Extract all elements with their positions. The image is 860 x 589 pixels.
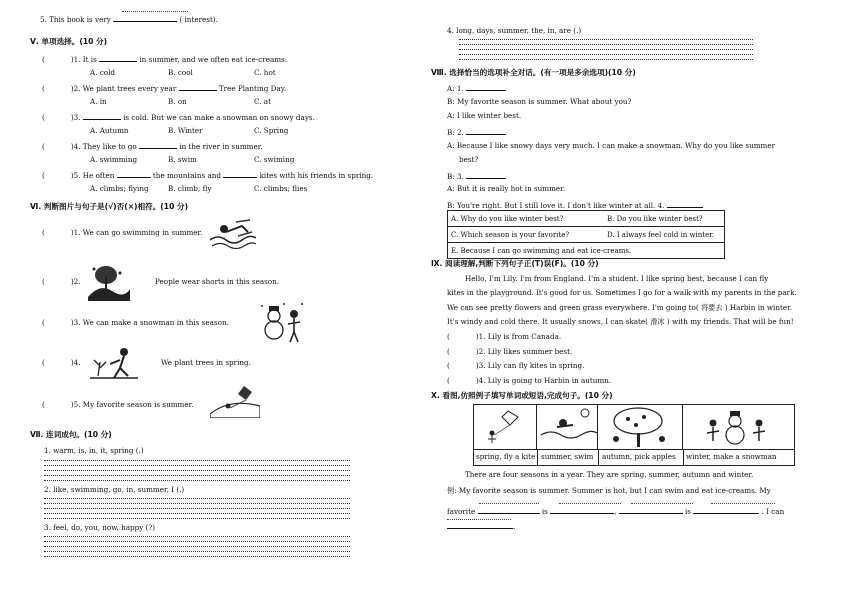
option-a[interactable]: A. in: [90, 97, 107, 106]
dialogue-line: A: Because I like snowy days very much. I can make a snowman. Why do you like summer: [447, 141, 776, 150]
dialogue-line: B: 2.: [447, 126, 506, 137]
autumn-tree-picture: [86, 263, 130, 301]
word-order-1: 1. warm, is, in, it, spring (.): [44, 446, 144, 455]
option-b[interactable]: B. swim: [168, 155, 197, 164]
mc-question-1: ( )1. It is in summer, and we often eat ice-creams.: [42, 55, 288, 64]
caption-spring: spring, fly a kite: [476, 452, 536, 461]
answer-blank[interactable]: [466, 126, 506, 135]
answer-blank[interactable]: [466, 82, 506, 91]
judge-item-4-text: We plant trees in spring.: [161, 358, 251, 367]
answer-blank[interactable]: [550, 505, 614, 514]
answer-blank[interactable]: [466, 170, 506, 179]
mc-question-3: ( )3. is cold. But we can make a snowman on snowy days.: [42, 113, 315, 122]
fill-sentence-continuation: .: [447, 520, 515, 531]
section-7-title: Ⅶ. 连词成句。(10 分): [30, 430, 112, 439]
section-8-title: Ⅷ. 选择恰当的选项补全对话。(有一项是多余选项)(10 分): [431, 68, 636, 77]
snowman-picture: [258, 300, 306, 346]
tf-item-3: ( )3. Lily can fly kites in spring.: [447, 361, 585, 370]
judge-item-2-text: People wear shorts in this season.: [155, 277, 280, 286]
word-order-2: 2. like, swimming, go, in, summer, I (.): [44, 485, 185, 494]
option-b: B. Do you like winter best?: [604, 211, 725, 227]
tf-item-1: ( )1. Lily is from Canada.: [447, 332, 562, 341]
answer-blank[interactable]: [113, 13, 177, 22]
judge-item-4: ( )4.: [42, 358, 81, 367]
dialogue-line: B: My favorite season is summer. What about you?: [447, 97, 632, 106]
passage-line: kites in the playground. It's good for us. Sometimes I go for a walk with my parents in the park.: [447, 288, 797, 297]
mc-question-2: ( )2. We plant trees every year Tree Planting Day.: [42, 84, 287, 93]
swimming-picture: [208, 218, 256, 250]
question-5-fill: [40, 13, 218, 24]
mc-options-3: [90, 126, 288, 135]
answer-blank[interactable]: [83, 111, 121, 120]
option-c: C. Which season is your favorite?: [448, 227, 605, 243]
spring-picture: [474, 405, 537, 449]
answer-blank[interactable]: [99, 53, 137, 62]
option-a[interactable]: A. climbs; flying: [90, 184, 149, 193]
dialogue-line: best?: [459, 155, 479, 164]
answer-blank[interactable]: [667, 199, 703, 208]
answer-blank[interactable]: [619, 505, 683, 514]
dotted-answer-line[interactable]: [447, 497, 775, 506]
option-a[interactable]: A. swimming: [90, 155, 138, 164]
mc-options-1: [90, 68, 276, 77]
passage-line: It's windy and cold there. It usually snows, I can skate( 滑冰 ) with my friends. That will be fun!: [447, 317, 794, 326]
winter-picture: [683, 405, 793, 449]
option-c[interactable]: C. climbs; flies: [254, 184, 308, 193]
option-a[interactable]: A. Autumn: [90, 126, 129, 135]
summer-picture: [537, 405, 598, 449]
mc-options-4: [90, 155, 294, 164]
answer-blank[interactable]: [179, 82, 217, 91]
word-order-3: 3. feel, do, you, now, happy (?): [44, 523, 156, 532]
section-10-title: Ⅹ. 看图,仿照例子填写单词或短语,完成句子。(10 分): [431, 391, 613, 400]
question-hint: ( interest).: [179, 15, 218, 24]
answer-blank[interactable]: [139, 140, 177, 149]
word-order-4: 4. long, days, summer, the, in, are (.): [447, 26, 582, 35]
season-picture-table: [473, 404, 795, 466]
dialogue-line: B: 3.: [447, 170, 506, 181]
section-5-title: Ⅴ. 单项选择。(10 分): [30, 37, 108, 46]
section-9-title: Ⅸ. 阅读理解,判断下列句子正(T)误(F)。(10 分): [431, 259, 599, 268]
option-b[interactable]: B. climb; fly: [168, 184, 212, 193]
judge-item-2: ( )2.: [42, 277, 81, 286]
tf-item-4: ( )4. Lily is going to Harbin in autumn.: [447, 376, 612, 385]
dialogue-line: A: I like winter best.: [447, 111, 522, 120]
dotted-answer-line[interactable]: [447, 513, 511, 522]
passage-line: We can see pretty flowers and green grass everywhere. I'm going to( 将要去 ) Harbin in winter.: [447, 303, 793, 312]
writing-lines[interactable]: [44, 494, 350, 519]
autumn-picture: [598, 405, 683, 449]
option-c[interactable]: C. hot: [254, 68, 276, 77]
caption-autumn: autumn, pick apples: [602, 452, 676, 461]
dialogue-line: A: 1.: [447, 82, 506, 93]
answer-blank[interactable]: [117, 169, 151, 178]
judge-item-5: ( )5. My favorite season is summer.: [42, 400, 194, 409]
answer-blank[interactable]: [693, 505, 759, 514]
kite-picture: [210, 384, 260, 418]
option-c[interactable]: C. Spring: [254, 126, 289, 135]
section-6-title: Ⅵ. 判断图片与句子是(√)否(×)相符。(10 分): [30, 202, 189, 211]
mc-options-2: [90, 97, 271, 106]
example-sentence: 例: My favorite season is summer. Summer is hot, but I can swim and eat ice-creams. My: [447, 486, 771, 495]
option-c[interactable]: C. swiming: [254, 155, 295, 164]
answer-blank[interactable]: [223, 169, 257, 178]
option-e: E. Because I can go swimming and eat ice-creams.: [448, 243, 725, 259]
writing-lines[interactable]: [459, 35, 753, 60]
fill-sentence: favorite is , is . I can: [447, 507, 785, 516]
option-a: A. Why do you like winter best?: [448, 211, 605, 227]
writing-lines[interactable]: [44, 456, 350, 481]
option-d: D. I always feel cold in winter.: [604, 227, 725, 243]
judge-item-1: ( )1. We can go swimming in summer.: [42, 228, 203, 237]
dialogue-line: B: You're right. But I still love it. I don't like winter at all. 4.: [447, 199, 703, 210]
caption-winter: winter, make a snowman: [686, 452, 777, 461]
planting-picture: [90, 346, 138, 380]
option-b[interactable]: B. on: [168, 97, 187, 106]
tf-item-2: ( )2. Lily likes summer best.: [447, 347, 573, 356]
section-10-intro: There are four seasons in a year. They are spring, summer, autumn and winter.: [465, 470, 754, 479]
mc-question-4: ( )4. They like to go in the river in summer.: [42, 142, 263, 151]
question-text: 5. This book is very: [40, 15, 111, 24]
mc-question-5: ( )5. He often the mountains and kites with his friends in spring.: [42, 171, 374, 180]
options-box: [447, 210, 725, 259]
caption-summer: summer, swim: [541, 452, 594, 461]
judge-item-3: ( )3. We can make a snowman in this season.: [42, 318, 229, 327]
option-c[interactable]: C. at: [254, 97, 271, 106]
dialogue-line: A: But it is really hot in summer.: [447, 184, 566, 193]
option-a[interactable]: A. cold: [90, 68, 116, 77]
option-b[interactable]: B. Winter: [168, 126, 203, 135]
writing-lines[interactable]: [44, 532, 350, 557]
option-b[interactable]: B. cool: [168, 68, 193, 77]
mc-options-5: [90, 184, 307, 193]
passage-line: Hello, I'm Lily. I'm from England. I'm a student. I like spring best, because I can fly: [465, 274, 769, 283]
